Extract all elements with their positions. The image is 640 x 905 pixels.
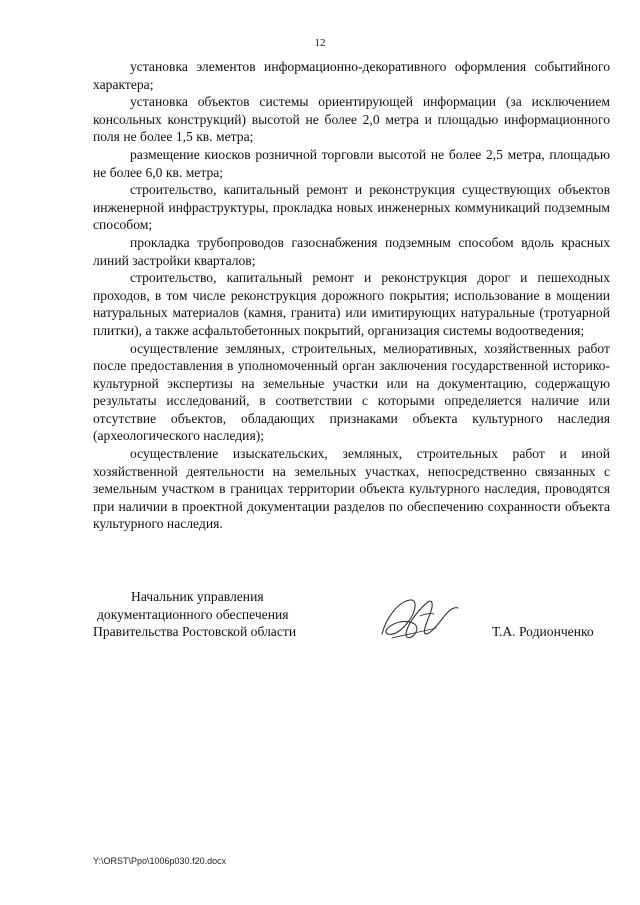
signatory-title-line: Правительства Ростовской области (93, 624, 297, 640)
signatory-name: Т.А. Родионченко (492, 624, 594, 639)
paragraph: размещение киосков розничной торговли высотой не более 2,5 метра, площадью не более 6,0 кв. метра; (93, 146, 610, 180)
paragraph: осуществление земляных, строительных, мелиоративных, хозяйственных работ после предоставления в уполномоченный орган заключения государственной историко-культурной экспертизы на земельные участки или на документацию, содержащую результаты исследований, в соответствии с которыми определяется наличие или отсутствие объектов, обладающих признаками объекта культурного наследия (археологического наследия); (93, 340, 610, 444)
paragraph: установка элементов информационно-декоративного оформления событийного характера; (93, 59, 610, 92)
paragraph: прокладка трубопроводов газоснабжения подземным способом вдоль красных линий застройки кварталов; (93, 234, 610, 268)
paragraph: установка объектов системы ориентирующей информации (за исключением консольных конструкций) высотой не более 2,0 метра и площадью информационного поля не более 1,5 кв. метра; (93, 94, 610, 145)
paragraph: строительство, капитальный ремонт и реконструкция дорог и пешеходных проходов, в том числе реконструкция дорожного покрытия; использование в мощении натуральных материалов (камня, гранита) или имитирующих натуральные (тротуарной плитки), а также асфальтобетонных покрытий, организация системы водоотведения; (93, 270, 610, 338)
handwritten-signature (376, 588, 466, 648)
signatory-title-line: документационного обеспечения (97, 606, 289, 622)
file-path-footer: Y:\ORST\Ppo\1006p030.f20.docx (93, 856, 227, 866)
page-number: 12 (314, 37, 326, 49)
signature-block (0, 588, 640, 658)
signatory-title-line: Начальник управления (131, 589, 264, 604)
paragraph: строительство, капитальный ремонт и реконструкция существующих объектов инженерной инфраструктуры, прокладка новых инженерных коммуникаций подземным способом; (93, 182, 610, 233)
signatory-title (93, 588, 353, 641)
document-body (93, 58, 610, 533)
paragraph: осуществление изыскательских, земляных, строительных работ и иной хозяйственной деятельности на земельных участках, непосредственно связанных с земельным участком в границах территории объекта культурного наследия, проводятся при наличии в проектной документации разделов по обеспечению сохранности объекта культурного наследия. (93, 446, 610, 532)
